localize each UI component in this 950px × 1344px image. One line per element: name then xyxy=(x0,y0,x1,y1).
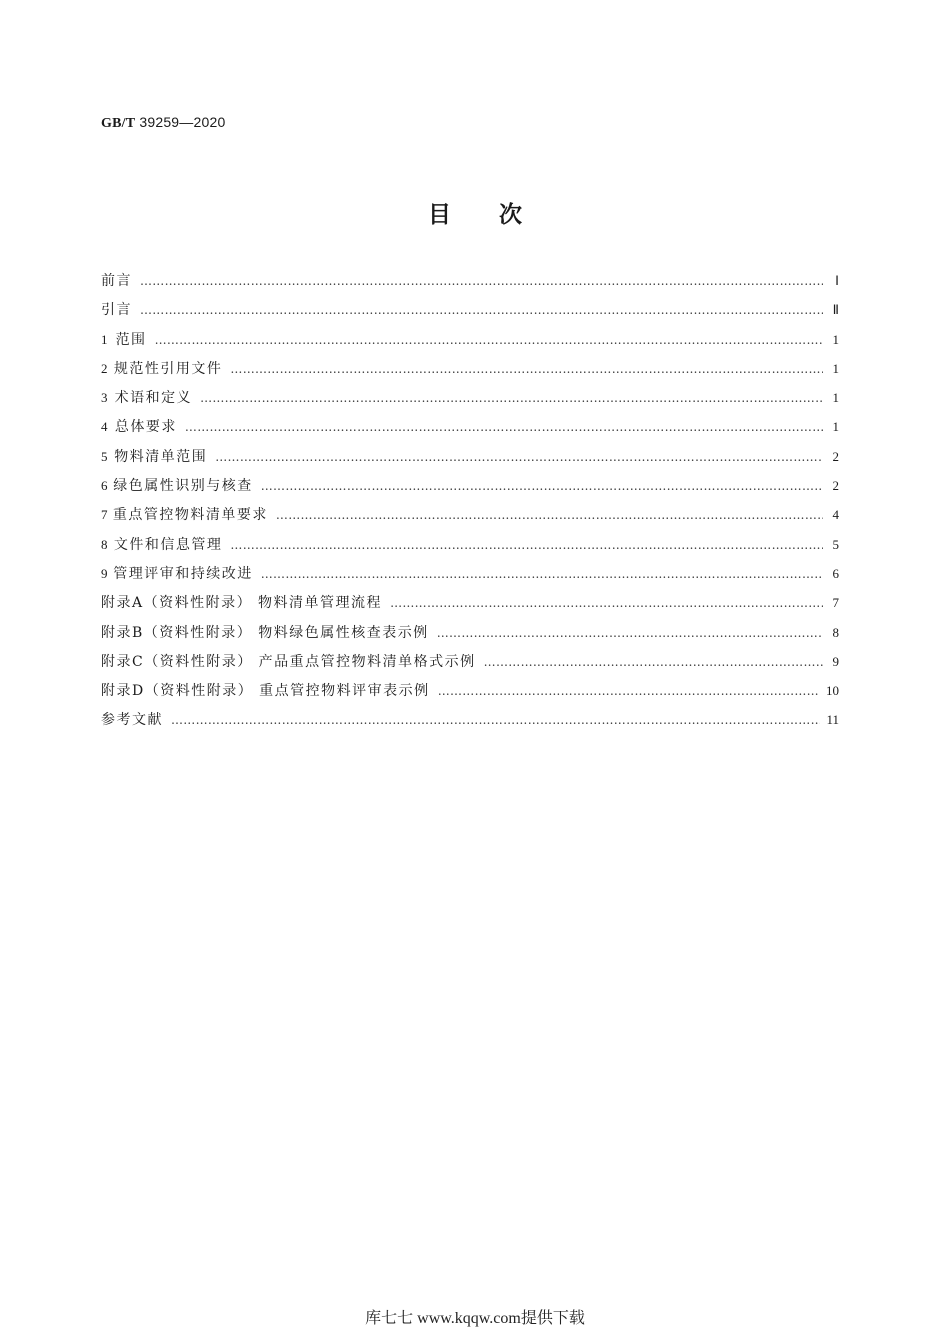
toc-entry-page: 2 xyxy=(832,478,839,494)
dot-leader xyxy=(200,391,823,405)
toc-entry-label: 前言 xyxy=(101,273,132,289)
dot-leader xyxy=(171,713,820,727)
dot-leader xyxy=(230,538,823,552)
toc-entry[interactable] xyxy=(101,534,839,563)
dot-leader xyxy=(437,626,823,640)
toc-entry[interactable] xyxy=(101,358,839,387)
toc-entry-page: 6 xyxy=(832,565,839,581)
toc-entry[interactable] xyxy=(101,416,839,445)
dot-leader xyxy=(438,684,820,698)
standard-code xyxy=(101,114,225,132)
toc-entry-number: 2 xyxy=(101,360,108,376)
toc-entry-page: 2 xyxy=(832,448,839,464)
toc-entry[interactable] xyxy=(101,651,839,680)
toc-entry[interactable] xyxy=(101,446,839,475)
toc-entry-label: 总体要求 xyxy=(114,419,177,436)
dot-leader xyxy=(261,567,823,581)
toc-entry[interactable] xyxy=(101,592,839,621)
toc-entry-label: 附录B（资料性附录） 物料绿色属性核查表示例 xyxy=(101,624,429,641)
toc-entry-page: Ⅱ xyxy=(832,302,839,318)
toc-entry-page: Ⅰ xyxy=(835,273,839,288)
dot-leader xyxy=(230,362,823,376)
toc-entry-page: 1 xyxy=(832,390,839,406)
toc-entry-label: 附录C（资料性附录） 产品重点管控物料清单格式示例 xyxy=(101,653,476,670)
toc-entry-label: 引言 xyxy=(101,302,132,319)
toc-entry-page: 9 xyxy=(832,653,839,669)
toc-entry-label: 绿色属性识别与核查 xyxy=(113,478,253,495)
table-of-contents xyxy=(101,270,839,739)
toc-entry[interactable] xyxy=(101,563,839,592)
toc-entry[interactable] xyxy=(101,299,839,328)
toc-entry-number: 8 xyxy=(101,536,108,552)
toc-entry[interactable] xyxy=(101,680,839,709)
toc-entry-label: 文件和信息管理 xyxy=(113,536,223,553)
toc-entry-page: 1 xyxy=(832,331,839,347)
toc-entry-number: 1 xyxy=(101,331,108,347)
dot-leader xyxy=(140,303,823,317)
toc-entry-label: 管理评审和持续改进 xyxy=(113,565,253,582)
toc-entry-page: 10 xyxy=(826,683,839,699)
page-title: 目次 xyxy=(428,202,570,228)
standard-prefix: GB/T xyxy=(101,116,136,131)
toc-entry-number: 5 xyxy=(101,448,108,464)
dot-leader xyxy=(261,479,823,493)
toc-entry[interactable] xyxy=(101,622,839,651)
toc-entry-page: 5 xyxy=(832,536,839,552)
toc-entry-page: 4 xyxy=(832,507,839,523)
toc-entry[interactable] xyxy=(101,475,839,504)
toc-entry-number: 9 xyxy=(101,565,108,581)
dot-leader xyxy=(276,508,823,522)
toc-entry-number: 6 xyxy=(101,478,108,494)
toc-entry-number: 3 xyxy=(101,390,108,406)
toc-entry-number: 7 xyxy=(101,507,108,523)
dot-leader xyxy=(215,450,823,464)
toc-entry-label: 术语和定义 xyxy=(114,390,193,407)
toc-entry-page: 1 xyxy=(832,360,839,376)
dot-leader xyxy=(185,420,823,434)
toc-entry-label: 物料清单范围 xyxy=(114,448,208,465)
toc-entry-page: 1 xyxy=(832,419,839,435)
toc-entry-page: 7 xyxy=(832,595,839,611)
toc-entry-label: 附录D（资料性附录） 重点管控物料评审表示例 xyxy=(101,683,430,700)
toc-entry[interactable] xyxy=(101,387,839,416)
toc-entry-page: 11 xyxy=(826,712,839,728)
toc-entry-label: 参考文献 xyxy=(101,712,163,729)
toc-entry-number: 4 xyxy=(101,419,108,435)
toc-entry[interactable] xyxy=(101,270,839,299)
toc-entry-label: 附录A（资料性附录） 物料清单管理流程 xyxy=(101,595,383,612)
download-watermark-footer: 库七七 www.kqqw.com提供下载 xyxy=(365,1310,585,1327)
dot-leader xyxy=(155,333,823,347)
dot-leader xyxy=(390,596,823,610)
toc-entry[interactable] xyxy=(101,504,839,533)
toc-entry-page: 8 xyxy=(832,624,839,640)
toc-entry-label: 重点管控物料清单要求 xyxy=(112,507,268,524)
dot-leader xyxy=(484,655,823,669)
toc-entry-label: 范围 xyxy=(115,331,147,348)
toc-entry[interactable] xyxy=(101,329,839,358)
toc-entry-label: 规范性引用文件 xyxy=(113,360,223,377)
standard-number: 39259—2020 xyxy=(139,114,226,130)
dot-leader xyxy=(140,274,823,288)
toc-entry[interactable] xyxy=(101,709,839,738)
